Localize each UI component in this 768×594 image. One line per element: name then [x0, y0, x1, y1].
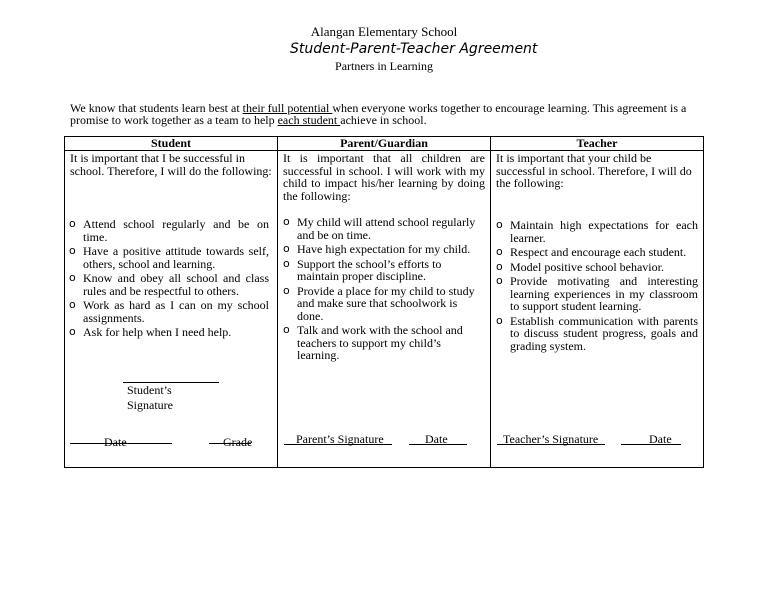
agreement-table	[64, 136, 704, 468]
bullet-icon: o	[496, 218, 503, 231]
bullet-icon: o	[283, 215, 290, 228]
list-item: o Know and obey all school and class rules and be respectful to others.	[69, 271, 269, 298]
intro-text-1: We know that students learn best at	[70, 101, 243, 115]
bullet-icon: o	[69, 217, 76, 230]
bullet-icon: o	[283, 256, 290, 270]
bullet-icon: o	[496, 313, 503, 327]
list-item: o Attend school regularly and be on time.	[69, 217, 269, 244]
bullet-icon: o	[283, 323, 290, 336]
intro-underlined-1: their full potential	[242, 101, 333, 115]
parent-signature-label: Parent’s Signature	[296, 432, 384, 446]
bullet-icon: o	[283, 242, 290, 255]
student-date-label: Date	[104, 435, 127, 449]
bullet-icon: o	[496, 245, 503, 258]
intro-underlined-2: each student	[277, 113, 341, 127]
parent-date-label: Date	[425, 432, 448, 446]
list-item: o Have high expectation for my child.	[283, 242, 471, 256]
intro-text-2: when everyone works together to encourage learning. This agreement is a promise to work together as a team to help	[70, 101, 687, 127]
list-item: o My child will attend school regularly and be on time.	[283, 215, 476, 242]
column-divider	[277, 137, 278, 467]
teacher-intro: It is important that your child be successful in school. Therefore, I will do the following:	[496, 151, 692, 190]
list-item: o Provide motivating and interesting learning experiences in my classroom to support student learning.	[496, 274, 698, 313]
document-subtitle: Partners in Learning	[335, 59, 433, 73]
bullet-icon: o	[69, 298, 76, 311]
student-signature-label: Student’s Signature	[127, 383, 173, 412]
list-item: o Model positive school behavior.	[496, 259, 664, 274]
bullet-icon: o	[69, 325, 76, 338]
list-item: o Provide a place for my child to study and make sure that schoolwork is done.	[283, 283, 475, 323]
bullet-icon: o	[496, 274, 503, 287]
parent-intro: It is important that all children are successful in school. I will work with my child to impact his/her learning by doing the following:	[283, 151, 485, 203]
bullet-icon: o	[69, 271, 76, 284]
list-item: o Maintain high expectations for each learner.	[496, 218, 698, 245]
student-grade-label: Grade	[223, 435, 253, 449]
teacher-list	[496, 219, 698, 354]
list-item: o Respect and encourage each student.	[496, 245, 687, 259]
school-name: Alangan Elementary School	[310, 24, 458, 39]
teacher-date-label: Date	[649, 432, 672, 446]
list-item: o Work as hard as I can on my school assignments.	[69, 298, 269, 325]
list-item: o Support the school’s efforts to maintain proper discipline.	[283, 256, 442, 283]
list-item: o Have a positive attitude towards self, others, school and learning.	[69, 244, 269, 271]
parent-list	[283, 216, 485, 364]
column-divider	[490, 137, 491, 467]
student-column-header: Student	[150, 136, 191, 150]
bullet-icon: o	[283, 283, 290, 297]
list-item: o Establish communication with parents to discuss student progress, goals and grading system.	[496, 313, 698, 353]
teacher-signature-label: Teacher’s Signature	[503, 432, 599, 446]
bullet-icon: o	[496, 259, 503, 273]
intro-text-3: achieve in school.	[340, 113, 427, 127]
student-list	[69, 218, 269, 341]
document-title: Student-Parent-Teacher Agreement	[290, 41, 538, 57]
parent-column-header: Parent/Guardian	[340, 136, 428, 150]
list-item: o Talk and work with the school and teachers to support my child’s learning.	[283, 323, 463, 362]
teacher-column-header: Teacher	[576, 136, 618, 150]
intro-paragraph	[70, 102, 700, 126]
student-intro: It is important that I be successful in school. Therefore, I will do the following:	[70, 151, 272, 178]
list-item: o Ask for help when I need help.	[69, 325, 232, 339]
bullet-icon: o	[69, 244, 76, 257]
